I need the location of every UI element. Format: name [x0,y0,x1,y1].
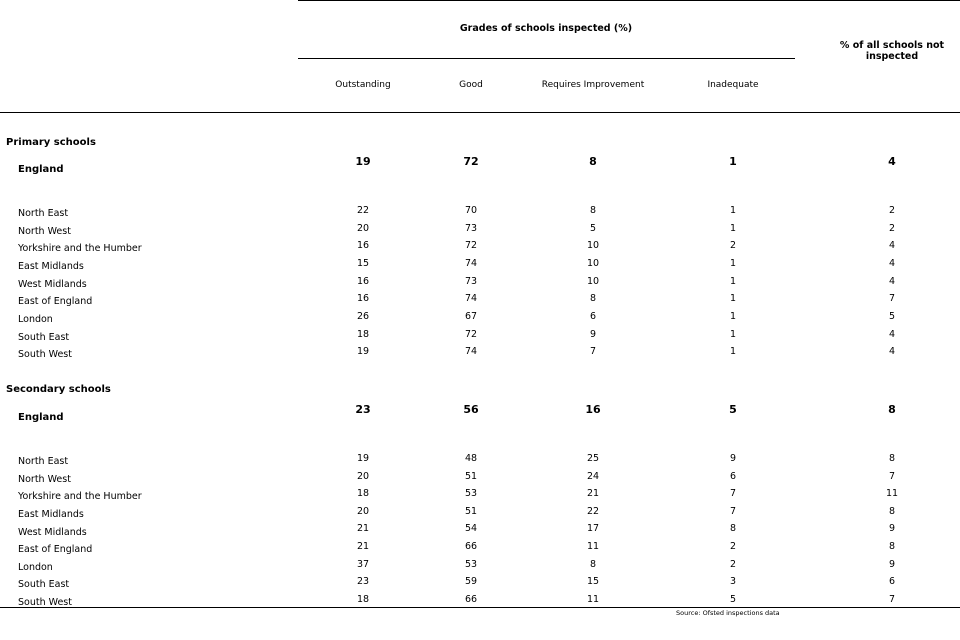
grades-group-title: Grades of schools inspected (%) [459,23,633,34]
region-value-inadequate: 1 [729,205,737,216]
england-primary-not-inspected: 4 [888,155,896,168]
england-secondary-good: 56 [463,403,479,416]
england-label-primary: England [18,164,64,175]
top-rule [298,0,960,1]
region-value-inadequate: 1 [729,329,737,340]
region-value-not-inspected: 7 [888,293,896,304]
region-value-inadequate: 2 [729,559,737,570]
region-value-not-inspected: 7 [888,471,896,482]
region-value-good: 59 [464,576,478,587]
region-value-outstanding: 16 [356,293,370,304]
region-value-outstanding: 18 [356,329,370,340]
region-value-outstanding: 19 [356,453,370,464]
region-value-good: 51 [464,471,478,482]
region-value-good: 66 [464,541,478,552]
region-value-outstanding: 22 [356,205,370,216]
region-value-requires-improvement: 10 [586,240,600,251]
header-bottom-rule [0,112,960,113]
region-value-outstanding: 16 [356,276,370,287]
region-value-good: 73 [464,276,478,287]
region-label: North West [18,474,71,485]
region-value-inadequate: 1 [729,276,737,287]
region-value-requires-improvement: 8 [589,205,597,216]
region-value-requires-improvement: 11 [586,594,600,605]
region-value-outstanding: 20 [356,471,370,482]
region-value-not-inspected: 4 [888,258,896,269]
region-label: West Midlands [18,527,87,538]
region-label: South East [18,332,70,343]
region-value-requires-improvement: 5 [589,223,597,234]
not-inspected-header-line2: inspected [865,51,919,62]
not-inspected-header-line1: % of all schools not [839,40,945,51]
region-value-requires-improvement: 10 [586,258,600,269]
region-value-not-inspected: 2 [888,223,896,234]
col-header-good: Good [459,80,483,90]
region-value-not-inspected: 8 [888,506,896,517]
region-value-requires-improvement: 8 [589,293,597,304]
england-secondary-outstanding: 23 [355,403,371,416]
region-label: Yorkshire and the Humber [18,243,142,254]
region-value-good: 70 [464,205,478,216]
region-label: North East [18,456,69,467]
region-value-requires-improvement: 6 [589,311,597,322]
region-value-inadequate: 2 [729,541,737,552]
region-value-not-inspected: 4 [888,329,896,340]
region-label: Yorkshire and the Humber [18,491,142,502]
region-value-requires-improvement: 10 [586,276,600,287]
region-value-good: 48 [464,453,478,464]
region-value-outstanding: 19 [356,346,370,357]
region-label: North East [18,208,69,219]
region-value-good: 67 [464,311,478,322]
region-value-not-inspected: 8 [888,453,896,464]
region-label: South West [18,597,72,608]
region-value-outstanding: 21 [356,541,370,552]
region-value-not-inspected: 4 [888,346,896,357]
source-note: Source: Ofsted inspections data [676,609,780,617]
region-value-not-inspected: 4 [888,276,896,287]
region-value-good: 74 [464,346,478,357]
region-value-not-inspected: 4 [888,240,896,251]
section-title-primary: Primary schools [6,137,96,148]
region-value-not-inspected: 8 [888,541,896,552]
col-header-inadequate: Inadequate [707,80,759,90]
region-value-good: 53 [464,488,478,499]
region-value-inadequate: 5 [729,594,737,605]
region-value-requires-improvement: 7 [589,346,597,357]
region-label: London [18,314,53,325]
col-header-requires-improvement: Requires Improvement [541,80,645,90]
region-value-good: 72 [464,240,478,251]
region-label: North West [18,226,71,237]
region-value-inadequate: 7 [729,488,737,499]
region-value-requires-improvement: 17 [586,523,600,534]
table-bottom-rule [0,607,960,608]
england-label-secondary: England [18,412,64,423]
region-value-inadequate: 7 [729,506,737,517]
region-value-inadequate: 3 [729,576,737,587]
england-primary-good: 72 [463,155,479,168]
region-value-inadequate: 6 [729,471,737,482]
region-value-outstanding: 18 [356,594,370,605]
region-value-requires-improvement: 25 [586,453,600,464]
region-value-not-inspected: 7 [888,594,896,605]
region-label: West Midlands [18,279,87,290]
region-value-not-inspected: 2 [888,205,896,216]
region-label: East Midlands [18,509,84,520]
region-value-outstanding: 23 [356,576,370,587]
region-label: South East [18,579,70,590]
region-value-outstanding: 37 [356,559,370,570]
england-primary-requires-improvement: 8 [589,155,597,168]
region-label: East of England [18,544,93,555]
region-value-good: 66 [464,594,478,605]
region-value-requires-improvement: 8 [589,559,597,570]
region-value-good: 74 [464,258,478,269]
region-label: South West [18,349,72,360]
region-value-inadequate: 1 [729,258,737,269]
region-value-outstanding: 16 [356,240,370,251]
region-value-good: 73 [464,223,478,234]
region-value-not-inspected: 9 [888,559,896,570]
region-value-outstanding: 20 [356,223,370,234]
region-value-not-inspected: 6 [888,576,896,587]
region-value-not-inspected: 5 [888,311,896,322]
region-value-requires-improvement: 22 [586,506,600,517]
england-secondary-not-inspected: 8 [888,403,896,416]
region-label: East of England [18,296,93,307]
region-value-outstanding: 15 [356,258,370,269]
region-value-outstanding: 21 [356,523,370,534]
region-value-requires-improvement: 24 [586,471,600,482]
england-secondary-inadequate: 5 [729,403,737,416]
region-value-outstanding: 26 [356,311,370,322]
region-value-good: 72 [464,329,478,340]
region-label: East Midlands [18,261,84,272]
region-value-requires-improvement: 11 [586,541,600,552]
region-label: London [18,562,53,573]
region-value-requires-improvement: 15 [586,576,600,587]
region-value-requires-improvement: 21 [586,488,600,499]
region-value-not-inspected: 9 [888,523,896,534]
england-secondary-requires-improvement: 16 [585,403,601,416]
region-value-inadequate: 1 [729,293,737,304]
section-title-secondary: Secondary schools [6,384,111,395]
region-value-outstanding: 18 [356,488,370,499]
region-value-requires-improvement: 9 [589,329,597,340]
region-value-good: 53 [464,559,478,570]
region-value-good: 51 [464,506,478,517]
region-value-outstanding: 20 [356,506,370,517]
region-value-good: 74 [464,293,478,304]
col-header-outstanding: Outstanding [335,80,391,90]
region-value-not-inspected: 11 [885,488,899,499]
region-value-good: 54 [464,523,478,534]
region-value-inadequate: 1 [729,223,737,234]
region-value-inadequate: 1 [729,311,737,322]
england-primary-inadequate: 1 [729,155,737,168]
region-value-inadequate: 1 [729,346,737,357]
region-value-inadequate: 9 [729,453,737,464]
region-value-inadequate: 2 [729,240,737,251]
england-primary-outstanding: 19 [355,155,371,168]
region-value-inadequate: 8 [729,523,737,534]
group-rule [298,58,795,59]
